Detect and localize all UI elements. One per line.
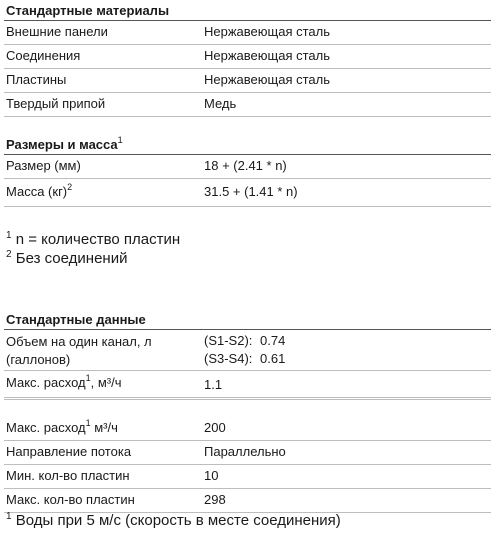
row-value: Нержавеющая сталь [204, 72, 330, 87]
standard-header-text: Стандартные данные [6, 312, 146, 327]
table-row [4, 398, 491, 400]
row-value: 200 [204, 420, 226, 435]
table-row [4, 93, 491, 117]
row-value: Медь [204, 96, 237, 111]
table-row [4, 180, 491, 207]
row-label: Пластины [6, 72, 67, 87]
materials-header [4, 0, 491, 21]
footnote: $^2$ Без соединений [6, 249, 128, 267]
row-label: Мин. кол-во пластин [6, 468, 130, 483]
dimensions-header-text: Размеры и масса$^1$ [6, 135, 123, 152]
table-row [4, 441, 491, 465]
row-value: Нержавеющая сталь [204, 24, 330, 39]
row-value: Параллельно [204, 444, 286, 459]
row-label: Соединения [6, 48, 81, 63]
row-value: 31.5 + (1.41 * n) [204, 184, 298, 199]
volume-s3: (S3-S4): 0.61 [204, 351, 286, 366]
materials-header-text: Стандартные материалы [6, 3, 170, 18]
table-row [4, 465, 491, 489]
row-label: Внешние панели [6, 24, 108, 39]
row-value: Нержавеющая сталь [204, 48, 330, 63]
row-value: 1.1 [204, 377, 223, 392]
table-row [4, 330, 491, 371]
row-label: Масса (кг)$^2$ [6, 182, 73, 199]
row-label: Объем на один канал, л (галлонов) [6, 334, 152, 367]
row-label: Макс. расход$^1$ м³/ч [6, 418, 118, 435]
table-row [4, 155, 491, 179]
table-row [4, 45, 491, 69]
table-row [4, 21, 491, 45]
row-label: Твердый припой [6, 96, 106, 111]
table-row [4, 417, 491, 441]
row-value: 298 [204, 492, 226, 507]
row-label: Направление потока [6, 444, 132, 459]
row-label: Размер (мм) [6, 158, 81, 173]
standard-header [4, 309, 491, 330]
footnote: $^1$ Воды при 5 м/с (скорость в месте соединения) [6, 511, 341, 529]
footnote: $^1$ n = количество пластин [6, 230, 181, 248]
volume-s1: (S1-S2): 0.74 [204, 333, 286, 348]
table-row [4, 489, 491, 513]
row-value: 18 + (2.41 * n) [204, 158, 287, 173]
table-row [4, 69, 491, 93]
dimensions-header [4, 134, 491, 155]
row-value: 10 [204, 468, 219, 483]
row-label: Макс. расход$^1$, м³/ч [6, 373, 122, 390]
row-label: Макс. кол-во пластин [6, 492, 135, 507]
table-row [4, 371, 491, 398]
